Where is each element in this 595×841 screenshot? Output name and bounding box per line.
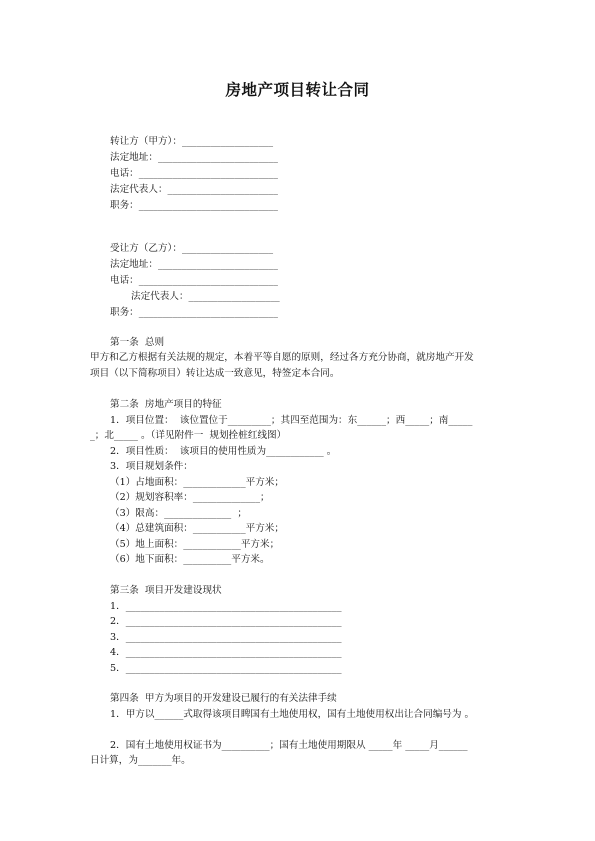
article-4-item-2-line-1: 2．国有土地使用权证书为__________；国有土地使用期限从 _____年 _____月______ bbox=[110, 740, 468, 751]
party-b-phone-line: 电话：_____________________________ bbox=[110, 275, 278, 286]
article-3-item-2: 2．_____________________________________________ bbox=[110, 616, 342, 627]
document-title: 房地产项目转让合同 bbox=[225, 81, 370, 99]
party-a-legal-rep-line: 法定代表人：_______________________ bbox=[110, 184, 278, 195]
party-a-address-line: 法定地址：_________________________ bbox=[110, 152, 278, 163]
article-4-heading: 第四条 甲方为项目的开发建设已履行的有关法律手续 bbox=[110, 693, 337, 704]
party-a-transferor-line: 转让方（甲方）：___________________ bbox=[110, 136, 274, 147]
article-2-item-2: 2．项目性质： 该项目的使用性质为____________ 。 bbox=[110, 446, 337, 457]
article-2-sub-5: （5）地上面积：____________平方米； bbox=[110, 539, 280, 550]
article-3-item-1: 1．_____________________________________________ bbox=[110, 601, 342, 612]
article-1-text-line-2: 项目（以下简称项目）转让达成一致意见，特签定本合同。 bbox=[90, 368, 340, 379]
article-3-item-3: 3．_____________________________________________ bbox=[110, 632, 342, 643]
party-b-position-line: 职务：_____________________________ bbox=[110, 307, 278, 318]
party-a-position-line: 职务：_____________________________ bbox=[110, 200, 278, 211]
party-a-phone-line: 电话：_____________________________ bbox=[110, 168, 278, 179]
article-3-heading: 第三条 项目开发建设现状 bbox=[110, 585, 222, 596]
article-2-heading: 第二条 房地产项目的特征 bbox=[110, 399, 222, 410]
article-2-item-3: 3．项目规划条件： bbox=[110, 461, 193, 472]
article-3-item-4: 4．_____________________________________________ bbox=[110, 647, 342, 658]
article-1-text-line-1: 甲方和乙方根据有关法规的规定，本着平等自愿的原则，经过各方充分协商，就房地产开发 bbox=[90, 352, 474, 363]
article-4-item-2-line-2: 日计算，为_______年。 bbox=[90, 755, 191, 766]
party-b-address-line: 法定地址：_________________________ bbox=[110, 259, 278, 270]
party-b-legal-rep-line: 法定代表人：___________________ bbox=[131, 291, 280, 302]
article-2-item-1-line-2: _；北_____ 。（详见附件一 规划拴桩红线图） bbox=[90, 430, 287, 441]
article-2-sub-2: （2）规划容积率：______________； bbox=[110, 492, 270, 503]
article-2-sub-1: （1）占地面积：_____________平方米； bbox=[110, 477, 284, 488]
article-2-item-1-line-1: 1．项目位置： 该位置位于_________；其四至范围为：东______；西_____；南_____ bbox=[110, 415, 473, 426]
article-2-sub-4: （4）总建筑面积：___________平方米； bbox=[110, 523, 284, 534]
article-3-item-5: 5．_____________________________________________ bbox=[110, 663, 342, 674]
article-4-item-1: 1．甲方以______式取得该项目睥国有土地使用权，国有土地使用权出让合同编号为 。 bbox=[110, 709, 475, 720]
article-1-heading: 第一条 总则 bbox=[110, 337, 165, 348]
party-b-transferee-line: 受让方（乙方）：___________________ bbox=[110, 243, 274, 254]
article-2-sub-3: （3）限高：______________ ； bbox=[110, 508, 247, 519]
article-2-sub-6: （6）地下面积：__________平方米。 bbox=[110, 554, 270, 565]
